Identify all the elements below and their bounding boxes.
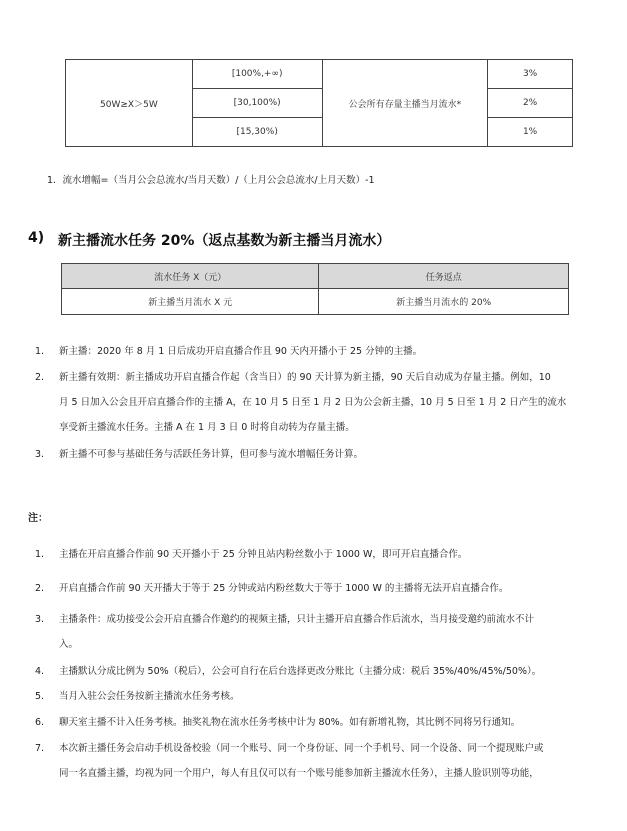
list-text-line: 月 5 日加入公会且开启直播合作的主播 A，在 10 月 5 日至 1 月 2 日为公会新主播，10 月 5 日至 1 月 2 日产生的流水 — [59, 397, 567, 408]
table-cell: 新主播当月流水的 20% — [319, 289, 569, 315]
list-text: 开启直播合作前 90 天开播大于等于 25 分钟或站内粉丝数大于等于 1000 W 的主播将无法开启直播合作。 — [59, 583, 509, 594]
top-rate-table — [65, 59, 573, 147]
list-number: 3. — [35, 449, 45, 460]
list-number: 6. — [35, 717, 45, 728]
list-number: 1. — [35, 346, 45, 357]
task-table — [61, 263, 569, 315]
list-number: 3. — [35, 614, 45, 625]
sub-range-cell: [30,100%) — [192, 89, 322, 118]
list-text-line: 享受新主播流水任务。主播 A 在 1 月 3 日 0 时将自动转为存量主播。 — [59, 422, 355, 433]
list-text: 当月入驻公会任务按新主播流水任务考核。 — [59, 691, 240, 702]
list-text-line: 新主播有效期：新主播成功开启直播合作起（含当日）的 90 天计算为新主播，90 天后自动成为存量主播。例如，10 — [59, 372, 551, 383]
list-text: 新主播：2020 年 8 月 1 日后成功开启直播合作且 90 天内开播小于 25 分钟的主播。 — [59, 346, 423, 357]
list-text-line: 同一名直播主播，均视为同一个用户，每人有且仅可以有一个账号能参加新主播流水任务），主播人脸识别等功能， — [59, 768, 539, 779]
list-text: 新主播不可参与基础任务与活跃任务计算，但可参与流水增幅任务计算。 — [59, 449, 364, 460]
note-label: 注： — [28, 513, 48, 524]
list-number: 2. — [35, 583, 45, 594]
list-number: 5. — [35, 691, 45, 702]
list-text-line: 本次新主播任务会启动手机设备校验（同一个账号、同一个身份证、同一个手机号、同一个设备、同一个提现账户或 — [59, 743, 544, 754]
list-number: 4. — [35, 666, 45, 677]
list-text: 主播在开启直播合作前 90 天开播小于 25 分钟且站内粉丝数小于 1000 W，即可开启直播合作。 — [59, 549, 468, 560]
list-text-line: 主播条件：成功接受公会开启直播合作邀约的视频主播，只计主播开启直播合作后流水，当月接受邀约前流水不计 — [59, 614, 535, 625]
rate-cell: 1% — [488, 118, 573, 147]
list-text-line: 入。 — [59, 639, 79, 650]
rate-cell: 3% — [488, 60, 573, 89]
range-cell: 50W≥X＞5W — [66, 60, 193, 147]
list-text: 主播默认分成比例为 50%（税后），公会可自行在后台选择更改分账比（主播分成：税后 35%/40%/45%/50%）。 — [59, 666, 542, 677]
rate-cell: 2% — [488, 89, 573, 118]
growth-footnote: 1．流水增幅=（当月公会总流水/当月天数）/（上月公会总流水/上月天数）-1 — [47, 175, 375, 186]
list-number: 7. — [35, 743, 45, 754]
list-text: 聊天室主播不计入任务考核。抽奖礼物在流水任务考核中计为 80%。如有新增礼物，其比例不同将另行通知。 — [59, 717, 521, 728]
basis-cell: 公会所有存量主播当月流水* — [322, 60, 488, 147]
list-number: 1. — [35, 549, 45, 560]
table-header: 任务返点 — [319, 264, 569, 289]
table-header: 流水任务 X（元） — [62, 264, 319, 289]
list-number: 2. — [35, 372, 45, 383]
section-title: 新主播流水任务 20%（返点基数为新主播当月流水） — [58, 233, 391, 249]
table-cell: 新主播当月流水 X 元 — [62, 289, 319, 315]
sub-range-cell: [100%,+∞) — [192, 60, 322, 89]
sub-range-cell: [15,30%) — [192, 118, 322, 147]
section-number: 4) — [28, 230, 45, 246]
